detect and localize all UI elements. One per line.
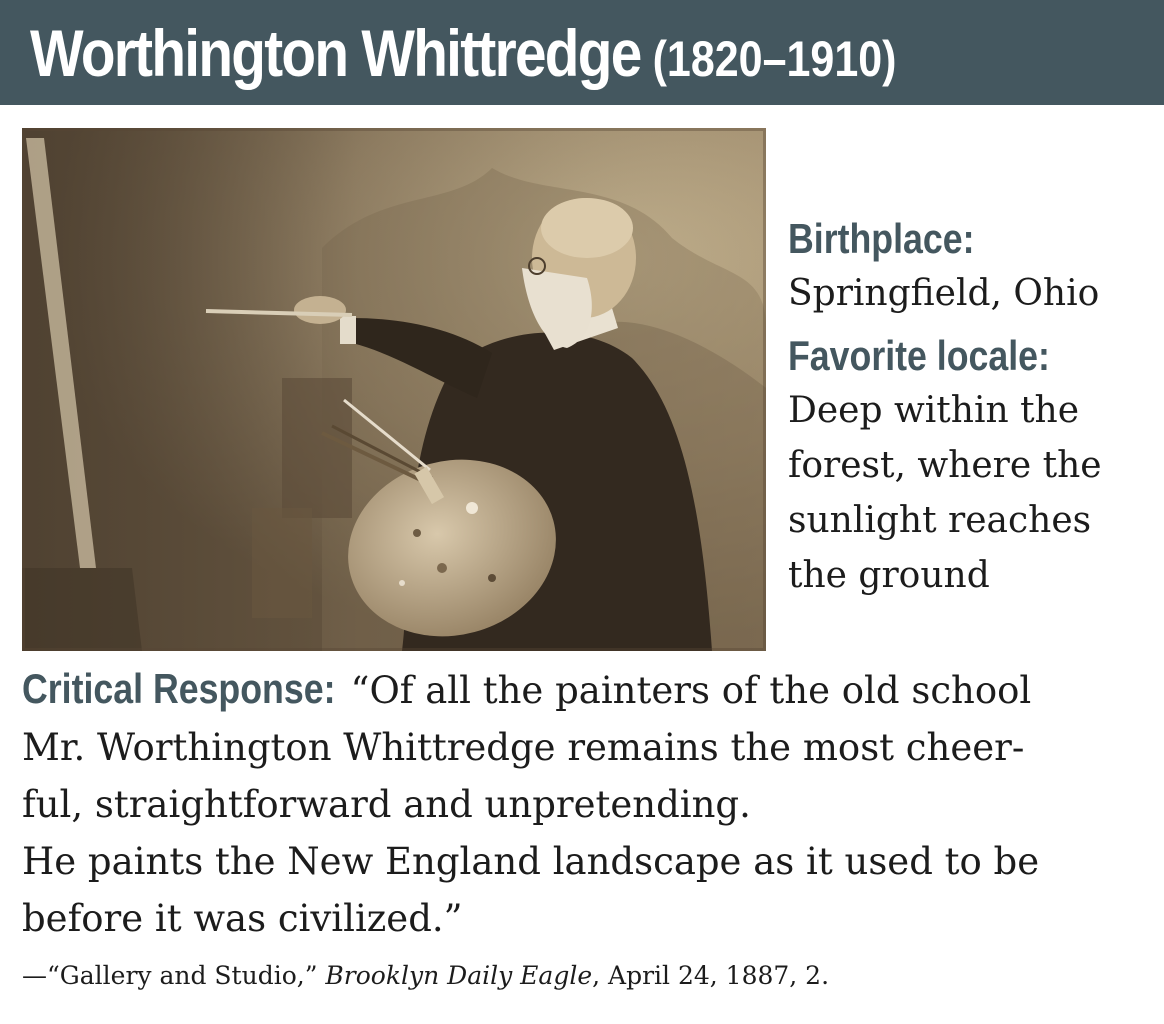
- birthplace-label: Birthplace:: [788, 215, 975, 262]
- citation-suffix: , April 24, 1887, 2.: [592, 961, 830, 990]
- favorite-locale-line: Deep within the: [788, 390, 1080, 431]
- page-title: Worthington Whittredge: [30, 15, 641, 90]
- quote-line: [22, 660, 1164, 719]
- facts-column: [788, 212, 1160, 603]
- citation-prefix: —“Gallery and Studio,”: [22, 961, 326, 990]
- critical-response-block: [22, 660, 1164, 947]
- citation: [22, 958, 1152, 994]
- life-years: (1820–1910): [652, 30, 897, 87]
- quote-line: before it was civilized.”: [22, 897, 463, 940]
- title-banner: [0, 0, 1164, 105]
- birthplace-value: Springfield, Ohio: [788, 273, 1100, 314]
- favorite-locale-label: Favorite locale:: [788, 332, 1050, 379]
- quote-text: “Of all the painters of the old school: [338, 669, 1032, 712]
- favorite-locale-line: sunlight reaches: [788, 500, 1092, 541]
- quote-line: ful, straightforward and unpretending.: [22, 783, 751, 826]
- favorite-locale-line: forest, where the: [788, 445, 1102, 486]
- quote-line: He paints the New England landscape as it used to be: [22, 840, 1040, 883]
- citation-source: Brooklyn Daily Eagle: [325, 961, 593, 990]
- quote-line: Mr. Worthington Whittredge remains the most cheer-: [22, 726, 1025, 769]
- critical-response-label: Critical Response:: [22, 665, 336, 712]
- favorite-locale-line: the ground: [788, 555, 990, 596]
- painter-at-easel-image: [22, 128, 766, 651]
- portrait-photo: [22, 128, 766, 651]
